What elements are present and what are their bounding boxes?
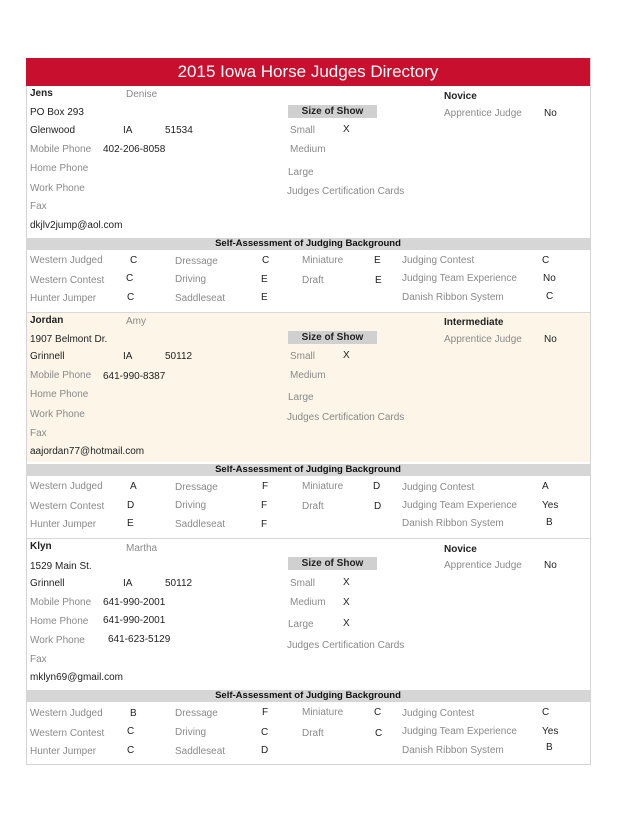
western-judged-label: Western Judged [30,255,103,266]
judging-contest-grade: C [542,255,550,266]
state: IA [123,351,133,362]
medium-label: Medium [290,370,326,381]
entry-divider [26,312,590,313]
dressage-label: Dressage [175,256,218,267]
western-contest-grade: D [127,500,135,511]
judging-contest-label: Judging Contest [402,255,475,266]
certification-cards-label: Judges Certification Cards [287,412,405,423]
saddleseat-label: Saddleseat [175,746,226,757]
driving-label: Driving [175,500,207,511]
hunter-jumper-label: Hunter Jumper [30,746,97,757]
judging-contest-label: Judging Contest [402,482,475,493]
experience-level: Novice [444,544,477,555]
miniature-grade: D [373,481,381,492]
home-phone-value: 641-990-2001 [103,615,166,626]
danish-ribbon-grade: B [546,742,553,753]
danish-ribbon-label: Danish Ribbon System [402,518,504,529]
dressage-grade: F [262,707,269,718]
first-name: Denise [126,89,158,100]
apprentice-judge-value: No [544,334,557,345]
home-phone-label: Home Phone [30,389,89,400]
last-name: Klyn [30,541,52,552]
mobile-phone-label: Mobile Phone [30,597,92,608]
small-label: Small [290,125,316,136]
experience-level: Novice [444,91,477,102]
danish-ribbon-grade: B [546,517,553,528]
judging-team-value: Yes [542,500,559,511]
first-name: Amy [126,316,146,327]
hunter-jumper-grade: C [127,745,135,756]
certification-cards-label: Judges Certification Cards [287,640,405,651]
last-name: Jens [30,88,53,99]
dressage-grade: C [262,255,270,266]
driving-grade: C [261,727,269,738]
small-label: Small [290,578,316,589]
mobile-phone-label: Mobile Phone [30,144,92,155]
judging-contest-label: Judging Contest [402,708,475,719]
hunter-jumper-label: Hunter Jumper [30,519,97,530]
last-name: Jordan [30,315,64,326]
judging-team-label: Judging Team Experience [402,500,517,511]
saddleseat-grade: D [261,745,269,756]
size-of-show-header: Size of Show [288,105,377,118]
large-label: Large [288,619,314,630]
address: PO Box 293 [30,107,84,118]
state: IA [123,125,133,136]
judging-team-value: No [543,273,556,284]
saddleseat-grade: F [261,519,268,530]
apprentice-judge-value: No [544,560,557,571]
size-of-show-header: Size of Show [288,557,377,570]
miniature-grade: C [374,707,382,718]
hunter-jumper-label: Hunter Jumper [30,293,97,304]
city: Glenwood [30,125,76,136]
large-mark: X [343,618,350,629]
city: Grinnell [30,578,65,589]
apprentice-judge-label: Apprentice Judge [444,108,522,119]
western-judged-grade: C [130,255,138,266]
first-name: Martha [126,543,158,554]
mobile-phone-value: 402-206-8058 [103,144,166,155]
work-phone-label: Work Phone [30,635,85,646]
driving-label: Driving [175,727,207,738]
danish-ribbon-label: Danish Ribbon System [402,292,504,303]
work-phone-value: 641-623-5129 [108,634,171,645]
small-mark: X [343,350,350,361]
western-contest-label: Western Contest [30,275,105,286]
western-contest-label: Western Contest [30,501,105,512]
draft-label: Draft [302,728,324,739]
western-contest-label: Western Contest [30,728,105,739]
large-label: Large [288,167,314,178]
western-contest-grade: C [126,273,134,284]
medium-mark: X [343,597,350,608]
draft-label: Draft [302,275,324,286]
apprentice-judge-label: Apprentice Judge [444,560,522,571]
address: 1529 Main St. [30,561,92,572]
judging-contest-grade: C [542,707,550,718]
zip: 50112 [165,351,193,362]
mobile-phone-label: Mobile Phone [30,370,92,381]
judging-team-value: Yes [542,726,559,737]
email: dkjlv2jump@aol.com [30,220,123,231]
saddleseat-grade: E [261,292,268,303]
self-assessment-header: Self-Assessment of Judging Background [26,464,590,476]
dressage-label: Dressage [175,708,218,719]
judging-contest-grade: A [542,481,549,492]
dressage-grade: F [262,481,269,492]
western-judged-grade: A [130,481,137,492]
miniature-label: Miniature [302,707,344,718]
saddleseat-label: Saddleseat [175,293,226,304]
western-judged-label: Western Judged [30,481,103,492]
hunter-jumper-grade: E [127,518,134,529]
dressage-label: Dressage [175,482,218,493]
certification-cards-label: Judges Certification Cards [287,186,405,197]
miniature-label: Miniature [302,481,344,492]
experience-level: Intermediate [444,317,504,328]
saddleseat-label: Saddleseat [175,519,226,530]
medium-label: Medium [290,144,326,155]
draft-label: Draft [302,501,324,512]
work-phone-label: Work Phone [30,183,85,194]
mobile-phone-value: 641-990-2001 [103,597,166,608]
state: IA [123,578,133,589]
western-judged-grade: B [130,708,137,719]
driving-label: Driving [175,274,207,285]
miniature-grade: E [374,255,381,266]
draft-grade: D [374,501,382,512]
city: Grinnell [30,351,65,362]
zip: 50112 [165,578,193,589]
fax-label: Fax [30,201,47,212]
miniature-label: Miniature [302,255,344,266]
draft-grade: C [375,728,383,739]
judging-team-label: Judging Team Experience [402,726,517,737]
hunter-jumper-grade: C [127,292,135,303]
western-judged-label: Western Judged [30,708,103,719]
email: aajordan77@hotmail.com [30,446,145,457]
danish-ribbon-grade: C [546,291,554,302]
judging-team-label: Judging Team Experience [402,273,517,284]
work-phone-label: Work Phone [30,409,85,420]
fax-label: Fax [30,428,47,439]
self-assessment-header: Self-Assessment of Judging Background [26,238,590,250]
draft-grade: E [375,275,382,286]
apprentice-judge-label: Apprentice Judge [444,334,522,345]
small-mark: X [343,577,350,588]
directory-title: 2015 Iowa Horse Judges Directory [26,58,590,86]
fax-label: Fax [30,654,47,665]
western-contest-grade: C [127,726,135,737]
driving-grade: E [261,274,268,285]
size-of-show-header: Size of Show [288,331,377,344]
medium-label: Medium [290,597,326,608]
address: 1907 Belmont Dr. [30,334,108,345]
small-label: Small [290,351,316,362]
mobile-phone-value: 641-990-8387 [103,371,166,382]
home-phone-label: Home Phone [30,163,89,174]
zip: 51534 [165,125,193,136]
large-label: Large [288,392,314,403]
self-assessment-header: Self-Assessment of Judging Background [26,690,590,702]
entry-divider [26,538,590,539]
danish-ribbon-label: Danish Ribbon System [402,745,504,756]
small-mark: X [343,124,350,135]
driving-grade: F [261,500,268,511]
home-phone-label: Home Phone [30,616,89,627]
email: mklyn69@gmail.com [30,672,123,683]
apprentice-judge-value: No [544,108,557,119]
